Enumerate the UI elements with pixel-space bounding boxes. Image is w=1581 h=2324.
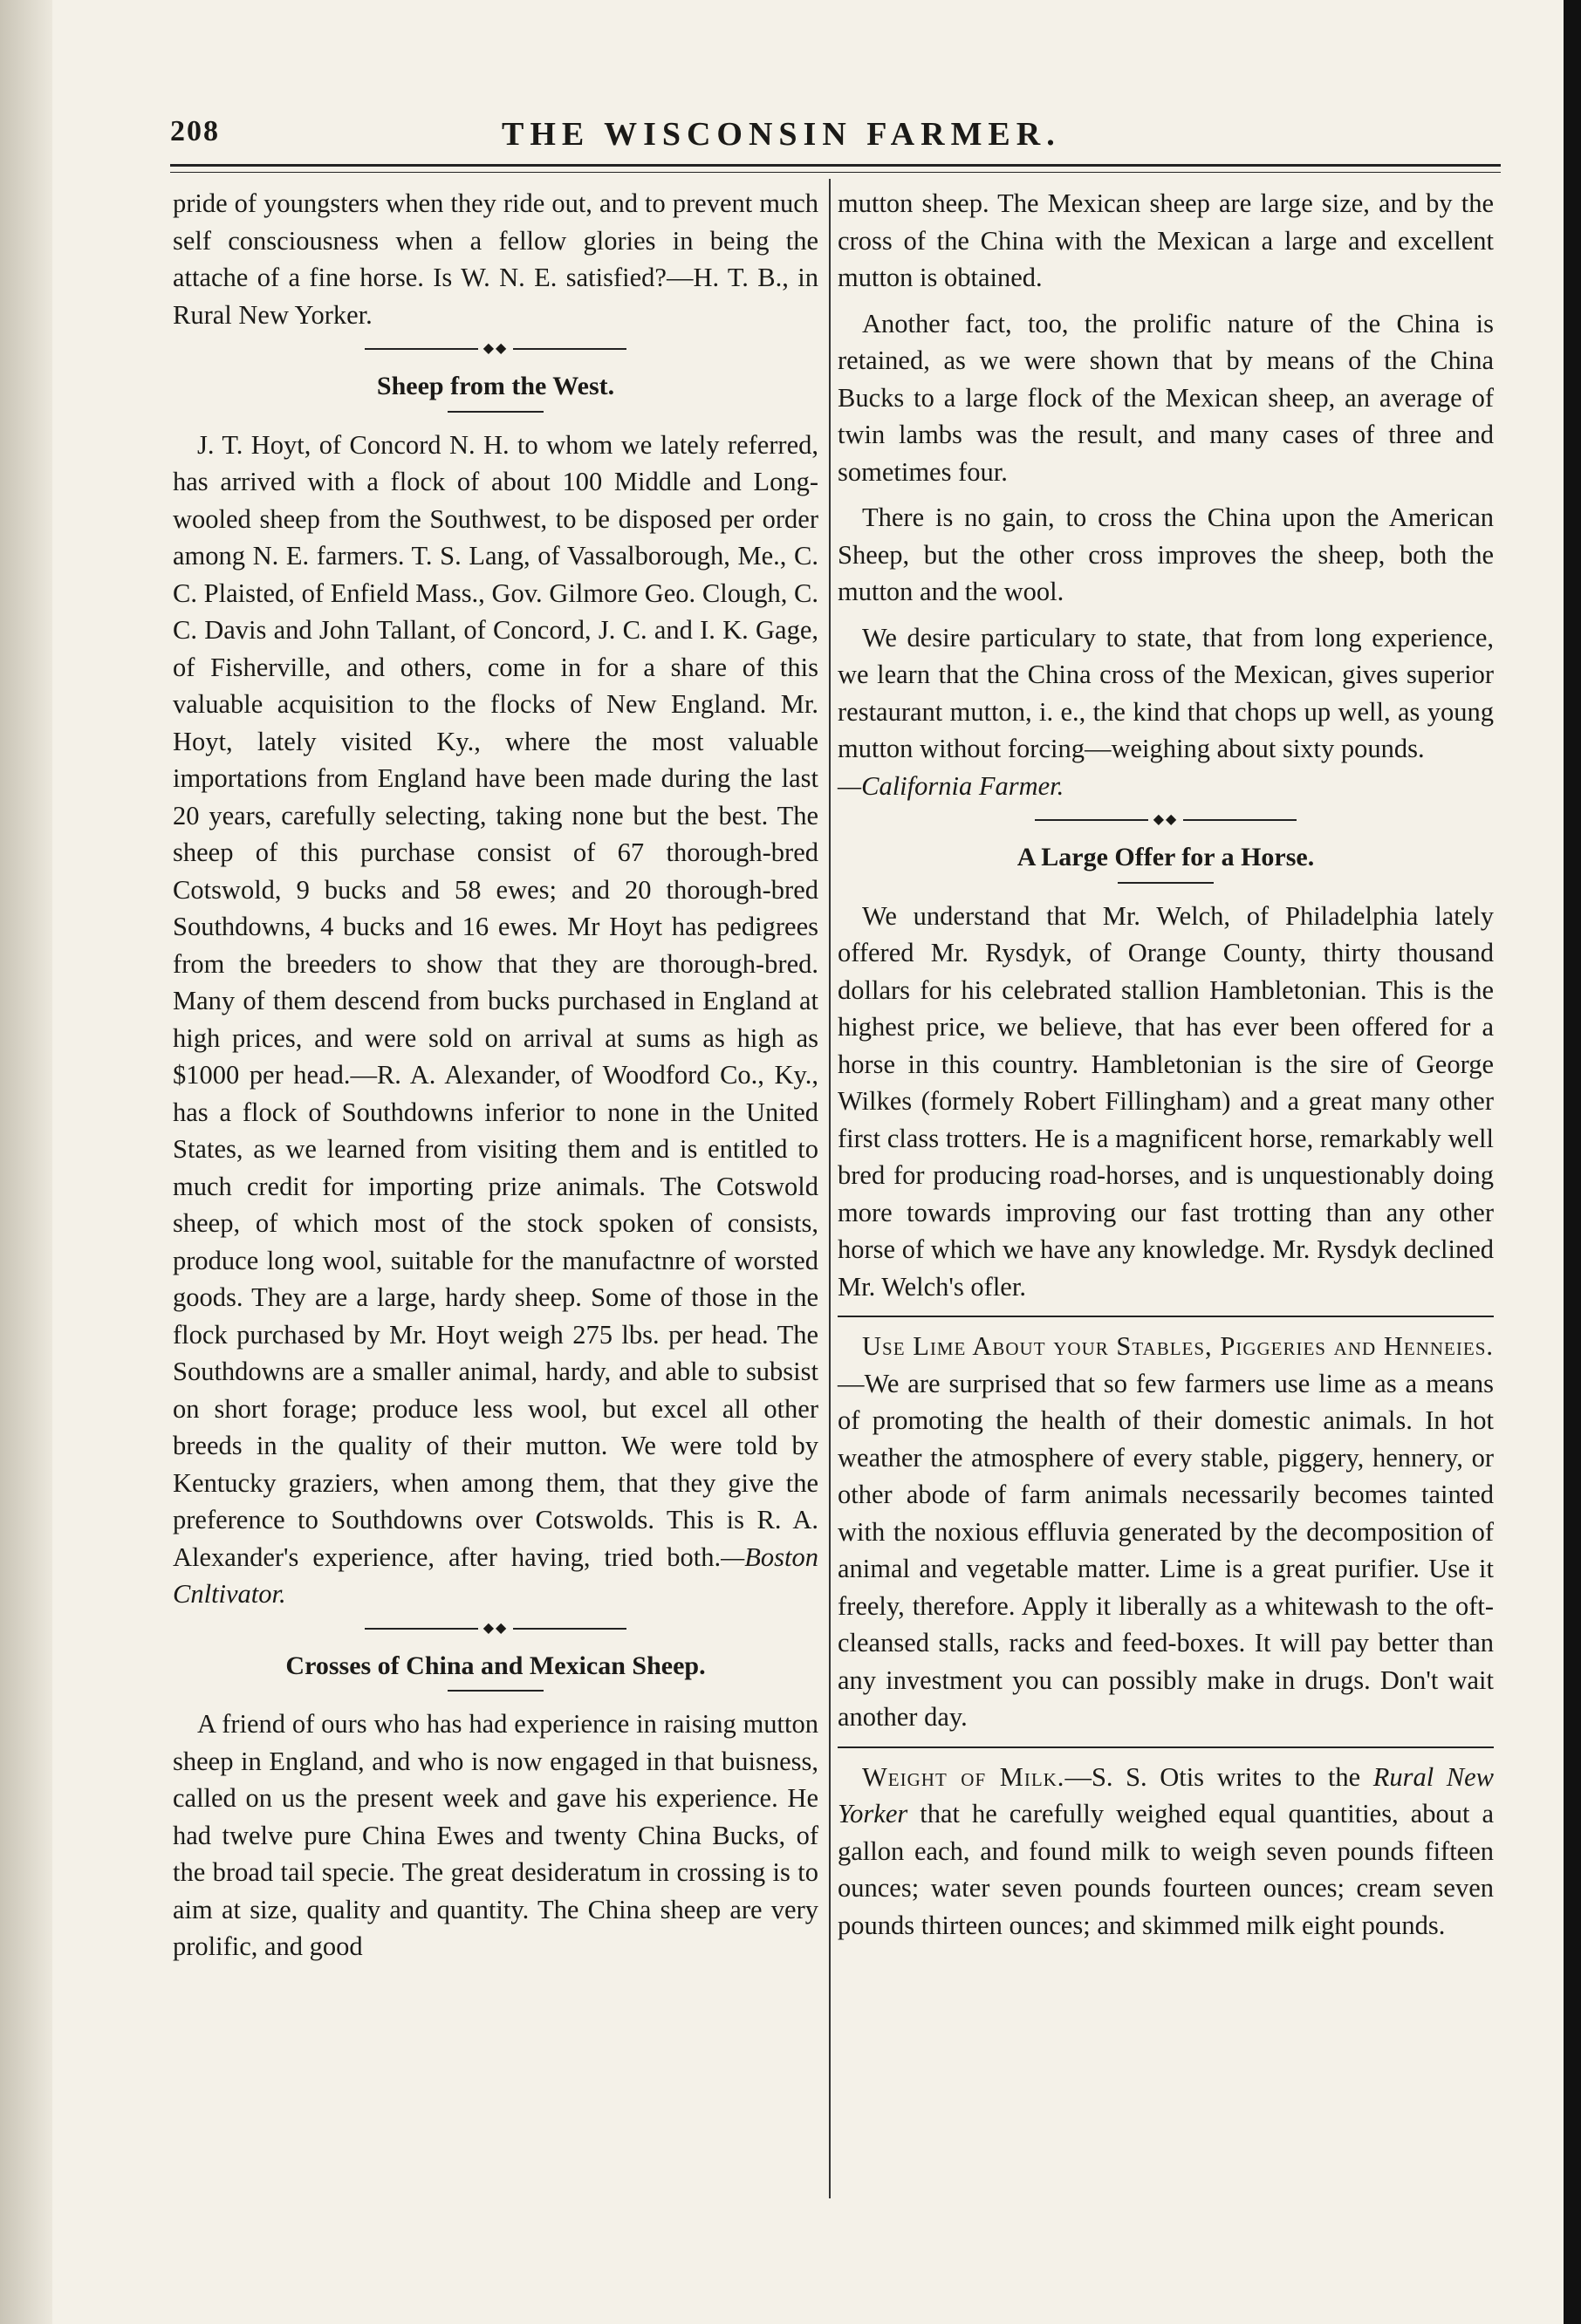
lime-runin: Use Lime About your Stables, Piggeries and Henneies.: [862, 1331, 1494, 1361]
crosses-body: A friend of ours who has had experience in raising mutton sheep in England, and who is now engaged in that buisness, called on us the present week and gave his experience. He had twelve pure China Ewes and twenty China Bucks, of the broad tail specie. The great desideratum in crossing is to aim at size, quality and quantity. The China sheep are very prolific, and good: [173, 1709, 818, 1961]
page-header: [170, 112, 1501, 155]
crosses-continued-2: Another fact, too, the prolific nature of the China is retained, as we were shown that by means of the China Bucks to a large flock of the Mexican sheep, an average of twin lambs was the result, and many cases of three and sometimes four.: [838, 308, 1494, 487]
horse-heading: A Large Offer for a Horse.: [838, 839, 1494, 884]
left-column: [173, 185, 818, 1974]
sheep-body: J. T. Hoyt, of Concord N. H. to whom we lately referred, has arrived with a flock of about 100 Middle and Long-wooled sheep from the Southwest, to be disposed per order among N. E. farmers. T. S. Lang, of Vassalborough, Me., C. C. Plaisted, of Enfield Mass., Gov. Gilmore Geo. Clough, C. C. Davis and John Tallant, of Concord, J. C. and I. K. Gage, of Fisherville, and others, come in for a share of this valuable acquisition to the flocks of New England. Mr. Hoyt, lately visited Ky., where the most valuable importations from England have been made during the last 20 years, carefully selecting, taking none but the best. The sheep of this purchase consist of 67 thorough-bred Cotswold, 9 bucks and 58 ewes; and 20 thorough-bred Southdowns, 4 bucks and 16 ewes. Mr Hoyt has pedigrees from the breeders to show that they are thorough-bred. Many of them descend from bucks purchased in England at high prices, and were sold on arrival at sums as high as $1000 per head.—R. A. Alexander, of Woodford Co., Ky., has a flock of Southdowns inferior to none in the United States, as we learned from visiting them and is entitled to much credit for importing prize animals. The Cotswold sheep, of which most of the stock spoken of consists, produce long wool, suitable for the manufactnre of worsted goods. They are a large, hardy sheep. Some of those in the flock purchased by Mr. Hoyt weigh 275 lbs. per head. The Southdowns are a smaller animal, hardy, and able to subsist on short forage; produce less wool, but excel all other breeds in the quality of their mutton. We were told by Kentucky graziers, when among them, that they give the preference to Southdowns over Cotswolds. This is R. A. Alexander's experience, after having, tried both.: [173, 429, 818, 1572]
page-right-edge: [1564, 0, 1581, 2324]
horse-body: We understand that Mr. Welch, of Philadelphia lately offered Mr. Rysdyk, of Orange County, thirty thousand dollars for his celebrated stallion Hambletonian. This is the highest price, we believe, that has ever been offered for a horse in this country. Hambletonian is the sire of George Wilkes (formely Robert Fillingham) and a great many other first class trotters. He is a magnificent horse, remarkably well bred for producing road-horses, and is unquestionably doing more towards improving our fast trotting than any other horse of which we have any knowledge. Mr. Rysdyk declined Mr. Welch's ofler.: [838, 900, 1494, 1302]
lime-body: —We are surprised that so few farmers use lime as a means of promoting the health of their domestic animals. In hot weather the atmosphere of every stable, piggery, hennery, or other abode of farm animals necessarily becomes tainted with the noxious effluvia generated by the decomposition of animal and vegetable matter. Lime is a great purifier. Use it freely, therefore. Apply it liberally as a whitewash to the oft-cleansed stalls, racks and feed-boxes. It will pay better than any investment you can possibly make in drugs. Don't wait another day.: [838, 1368, 1494, 1732]
crosses-continued-4: [838, 619, 1494, 805]
article-rule: [838, 1746, 1494, 1748]
sheep-article: [173, 427, 818, 1613]
crosses-continued-1: mutton sheep. The Mexican sheep are large size, and by the cross of the China with the Mexican a large and excellent mutton is obtained.: [838, 188, 1494, 292]
section-separator: ◆◆: [173, 1622, 818, 1636]
article-rule: [838, 1316, 1494, 1317]
continued-paragraph: pride of youngsters when they ride out, and to prevent much self consciousness when a fellow glories in being the attache of a fine horse. Is W. N. E. satisfied?—H. T. B., in Rural New Yorker.: [173, 188, 818, 330]
header-rule: [170, 164, 1501, 173]
crosses-source: —California Farmer.: [838, 770, 1064, 801]
right-column: [838, 185, 1494, 1952]
sheep-heading: Sheep from the West.: [173, 368, 818, 413]
milk-runin: Weight of Milk.: [862, 1761, 1065, 1792]
crosses-heading: Crosses of China and Mexican Sheep.: [173, 1648, 818, 1692]
page-gutter-shadow: [0, 0, 52, 2324]
crosses-continued-3: There is no gain, to cross the China upon the American Sheep, but the other cross improves the sheep, both the mutton and the wool.: [838, 502, 1494, 606]
running-title: THE WISCONSIN FARMER.: [502, 116, 1061, 153]
milk-article: [838, 1759, 1494, 1945]
sheep-source: —Boston Cnltivator.: [173, 1541, 818, 1609]
milk-body-2: that he carefully weighed equal quantities, about a gallon each, and found milk to weigh seven pounds fifteen ounces; water seven pounds fourteen ounces; cream seven pounds thirteen ounces; and skimmed milk eight pounds.: [838, 1799, 1494, 1940]
section-separator: ◆◆: [838, 813, 1494, 827]
milk-body-1: —S. S. Otis writes to the: [1064, 1761, 1373, 1792]
page-number: 208: [170, 115, 220, 147]
section-separator: ◆◆: [173, 342, 818, 356]
column-divider: [829, 179, 831, 2198]
lime-article: [838, 1328, 1494, 1736]
crosses-text-4: We desire particulary to state, that from long experience, we learn that the China cross of the Mexican, gives superior restaurant mutton, i. e., the kind that chops up well, as young mutton without forcing—weighing about sixty pounds.: [838, 622, 1494, 763]
milk-paper-name: Rural New Yorker: [838, 1761, 1494, 1828]
